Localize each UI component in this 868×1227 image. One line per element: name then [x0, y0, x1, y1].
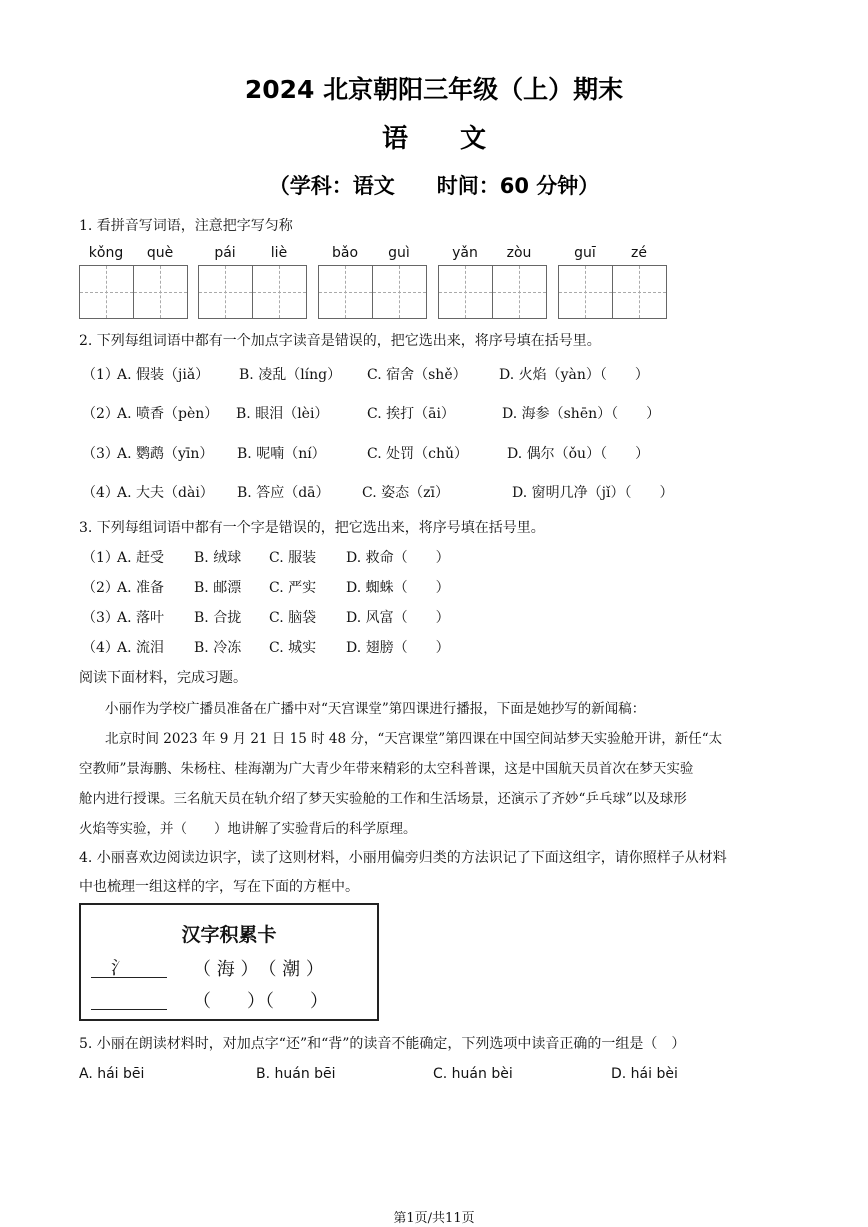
option-a: A. 落叶	[117, 610, 165, 626]
option-b: B. 眼泪（lèi）	[236, 406, 329, 422]
option-b: B. 合拢	[194, 610, 242, 626]
pinyin: yǎn	[452, 245, 478, 261]
option-c: C. 城实	[269, 640, 317, 656]
option-a: A. 大夫（dài）	[117, 485, 214, 501]
option-c: C. 脑袋	[269, 610, 317, 626]
option-c: C. 宿舍（shě）	[367, 367, 467, 383]
row-number: （4）	[82, 640, 119, 656]
passage-line: 北京时间 2023 年 9 月 21 日 15 时 48 分，“天宫课堂”第四课在中国空间站梦天实验舱开讲，新任“太	[105, 731, 723, 747]
card-title: 汉字积累卡	[181, 924, 277, 946]
writing-cell[interactable]	[134, 266, 187, 318]
pinyin-group	[198, 245, 307, 319]
writing-cell[interactable]	[373, 266, 426, 318]
pinyin: zé	[631, 245, 647, 261]
writing-cell[interactable]	[80, 266, 134, 318]
pinyin-group	[438, 245, 547, 319]
exam-meta: （学科：语文 时间：60 分钟）	[268, 174, 600, 198]
option-d: D. 风富（ ）	[346, 610, 450, 626]
option-d: D. 海参（shēn）（ ）	[502, 406, 661, 422]
writing-cell[interactable]	[439, 266, 493, 318]
option-a: A. 假装（jiǎ）	[117, 367, 210, 383]
option-a: A. 喷香（pèn）	[117, 406, 219, 422]
option-c: C. 姿态（zī）	[362, 485, 449, 501]
q4-prompt-cont: 中也梳理一组这样的字，写在下面的方框中。	[79, 879, 359, 895]
q5-option-d[interactable]: D. hái bèi	[611, 1066, 678, 1082]
example-chars: （ 海 ） （ 潮 ）	[193, 959, 324, 980]
row-number: （2）	[82, 580, 119, 596]
pinyin: guī	[574, 245, 596, 261]
page-footer: 第1页/共11页	[393, 1211, 475, 1226]
q4-prompt: 4. 小丽喜欢边阅读边识字，读了这则材料，小丽用偏旁归类的方法识记了下面这组字，请你照样子从材料	[79, 850, 727, 866]
row-number: （2）	[82, 406, 119, 422]
option-a: A. 准备	[117, 580, 165, 596]
subject-heading: 语 文	[381, 124, 486, 154]
row-number: （1）	[82, 550, 119, 566]
reading-intro: 阅读下面材料，完成习题。	[79, 670, 247, 686]
character-card	[79, 903, 379, 1021]
row-number: （4）	[82, 485, 119, 501]
option-b: B. 呢喃（ní）	[237, 446, 326, 462]
passage-line: 舱内进行授课。三名航天员在轨介绍了梦天实验舱的工作和生活场景，还演示了齐妙“乒乓球”以及球形	[79, 791, 687, 807]
radical-underline	[91, 977, 167, 978]
option-a: A. 赶受	[117, 550, 165, 566]
row-number: （3）	[82, 446, 119, 462]
pinyin: pái	[214, 245, 236, 261]
option-c: C. 严实	[269, 580, 317, 596]
writing-cell[interactable]	[199, 266, 253, 318]
q5-option-b[interactable]: B. huán bēi	[256, 1066, 336, 1082]
row-number: （1）	[82, 367, 119, 383]
option-d: D. 窗明几净（jǐ）（ ）	[512, 485, 674, 501]
q5-option-a[interactable]: A. hái bēi	[79, 1066, 145, 1082]
option-a: A. 鹦鹉（yīn）	[117, 446, 214, 462]
writing-cell[interactable]	[319, 266, 373, 318]
pinyin-group	[558, 245, 667, 319]
pinyin-group	[79, 245, 188, 319]
pinyin: kǒng	[88, 245, 124, 261]
option-d: D. 火焰（yàn）（ ）	[499, 367, 649, 383]
option-d: D. 翅膀（ ）	[346, 640, 450, 656]
reading-lead: 小丽作为学校广播员准备在广播中对“天宫课堂”第四课进行播报，下面是她抄写的新闻稿：	[105, 701, 646, 717]
radical: 氵	[111, 958, 129, 979]
option-b: B. 冷冻	[194, 640, 242, 656]
answer-chars[interactable]: （ ）（ ）	[193, 991, 328, 1012]
writing-cell[interactable]	[613, 266, 666, 318]
q5-option-c[interactable]: C. huán bèi	[433, 1066, 513, 1082]
writing-cell[interactable]	[253, 266, 306, 318]
page-title: 2024 北京朝阳三年级（上）期末	[244, 75, 624, 104]
writing-cell[interactable]	[559, 266, 613, 318]
pinyin: què	[146, 245, 174, 261]
q1-prompt: 1. 看拼音写词语，注意把字写匀称	[79, 218, 293, 234]
option-c: C. 挨打（āi）	[367, 406, 455, 422]
option-b: B. 答应（dā）	[237, 485, 330, 501]
pinyin: zòu	[506, 245, 532, 261]
option-d: D. 救命（ ）	[346, 550, 450, 566]
pinyin: guì	[388, 245, 410, 261]
option-b: B. 凌乱（líng）	[239, 367, 342, 383]
option-d: D. 偶尔（ǒu）（ ）	[507, 446, 650, 462]
option-c: C. 服装	[269, 550, 317, 566]
option-d: D. 蜘蛛（ ）	[346, 580, 450, 596]
passage-line: 空教师”景海鹏、朱杨柱、桂海潮为广大青少年带来精彩的太空科普课，这是中国航天员首次在梦天实验	[79, 761, 694, 777]
answer-radical-line[interactable]	[91, 1009, 167, 1010]
pinyin-group	[318, 245, 427, 319]
pinyin: liè	[270, 245, 288, 261]
q2-prompt: 2. 下列每组词语中都有一个加点字读音是错误的，把它选出来，将序号填在括号里。	[79, 333, 601, 349]
option-a: A. 流泪	[117, 640, 165, 656]
option-b: B. 绒球	[194, 550, 242, 566]
q2-row	[82, 364, 119, 384]
q3-prompt: 3. 下列每组词语中都有一个字是错误的，把它选出来，将序号填在括号里。	[79, 520, 545, 536]
passage-line: 火焰等实验，并（ ）地讲解了实验背后的科学原理。	[79, 821, 417, 837]
pinyin: bǎo	[331, 245, 359, 261]
writing-cell[interactable]	[493, 266, 546, 318]
option-b: B. 邮漂	[194, 580, 242, 596]
option-c: C. 处罚（chǔ）	[367, 446, 468, 462]
q5-prompt: 5. 小丽在朗读材料时，对加点字“还”和“背”的读音不能确定，下列选项中读音正确的一组是（ ）	[79, 1036, 686, 1052]
row-number: （3）	[82, 610, 119, 626]
